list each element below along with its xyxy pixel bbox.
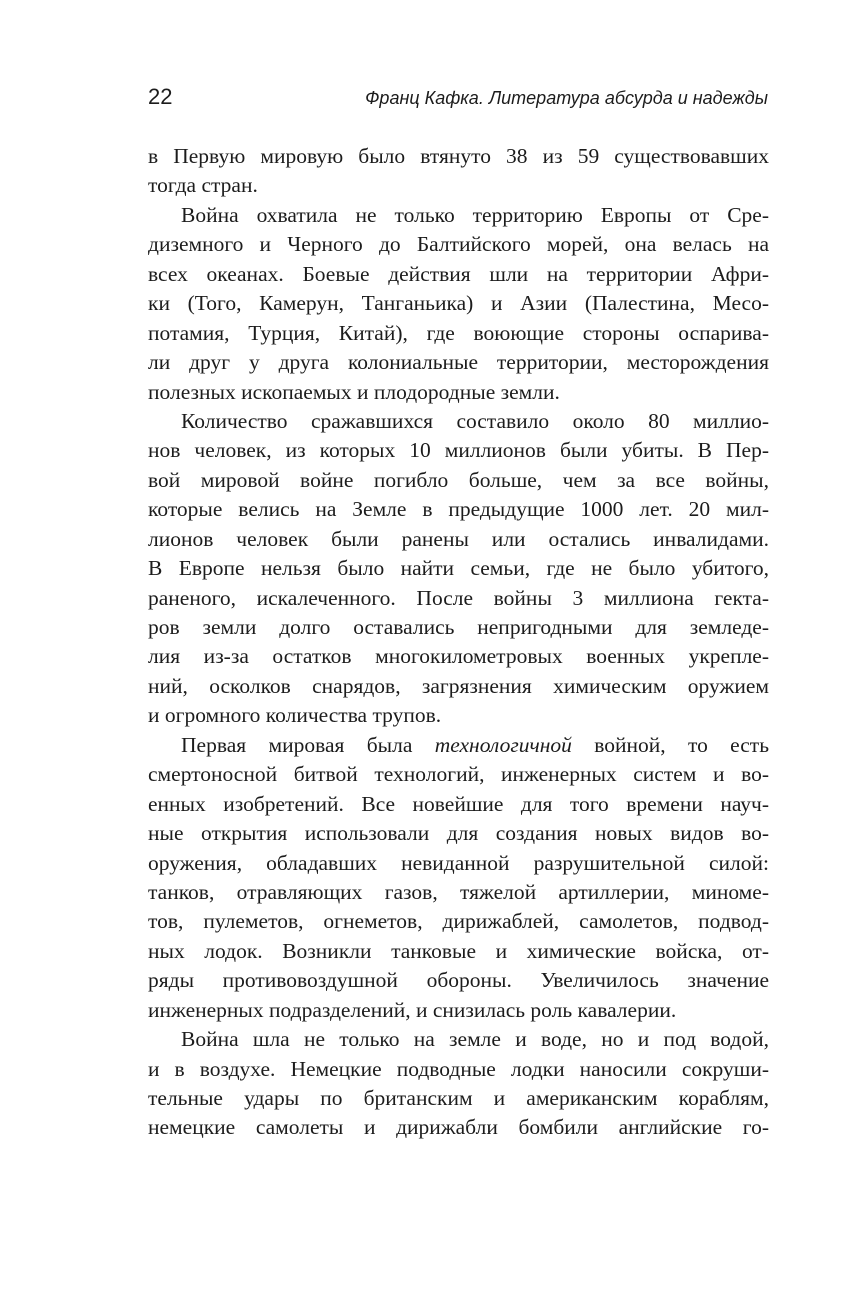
text-line: и огромного количества трупов. (148, 703, 442, 728)
text-line: В Европе нельзя было найти семьи, где не было убитого, (148, 556, 769, 581)
paragraph-first-line: Война охватила не только территорию Европы от Сре- (181, 202, 769, 227)
text-line: лионов человек были ранены или остались инвалидами. (148, 526, 769, 551)
text-line: тов, пулеметов, огнеметов, дирижаблей, самолетов, подвод- (148, 909, 769, 934)
body-text (148, 142, 769, 1143)
text-span: войной, то есть (571, 732, 769, 757)
paragraph-first-line: Война шла не только на земле и воде, но и под водой, (181, 1027, 769, 1052)
text-line: в Первую мировую было втянуто 38 из 59 существовавших (148, 144, 769, 168)
text-line: ных лодок. Возникли танковые и химические войска, от- (148, 938, 769, 963)
text-line: немецкие самолеты и дирижабли бомбили английские го- (148, 1115, 769, 1140)
text-line: танков, отравляющих газов, тяжелой артиллерии, миноме- (148, 879, 769, 904)
text-line: и в воздухе. Немецкие подводные лодки наносили сокруши- (148, 1056, 769, 1081)
running-head-title: Франц Кафка. Литература абсурда и надежды (365, 88, 768, 108)
text-line: нов человек, из которых 10 миллионов были убиты. В Пер- (148, 438, 769, 463)
text-line: тогда стран. (148, 173, 258, 198)
text-line: ки (Того, Камерун, Танганьика) и Азии (Палестина, Месо- (148, 291, 769, 316)
text-line: ний, осколков снарядов, загрязнения химическим оружием (148, 673, 769, 698)
text-line: вой мировой войне погибло больше, чем за все войны, (148, 467, 769, 492)
text-line: ряды противовоздушной обороны. Увеличилось значение (148, 968, 769, 993)
text-line: тельные удары по британским и американским кораблям, (148, 1086, 769, 1110)
paragraph-first-line: Количество сражавшихся составило около 80 миллио- (181, 408, 769, 433)
text-line: ные открытия использовали для создания новых видов во- (148, 821, 769, 846)
text-line: ров земли долго оставались непригодными для земледе- (148, 615, 769, 639)
text-line: оружения, обладавших невиданной разрушительной силой: (148, 850, 769, 875)
text-line: потамия, Турция, Китай), где воюющие стороны оспарива- (148, 320, 769, 345)
text-line: енных изобретений. Все новейшие для того времени науч- (148, 791, 769, 816)
text-line: раненого, искалеченного. После войны 3 миллиона гекта- (148, 585, 769, 610)
text-line: смертоносной битвой технологий, инженерных систем и во- (148, 762, 769, 787)
page-number: 22 (148, 84, 173, 109)
text-line: полезных ископаемых и плодородные земли. (148, 379, 560, 404)
text-line: инженерных подразделений, и снизилась роль кавалерии. (148, 997, 677, 1022)
text-line: которые велись на Земле в предыдущие 1000 лет. 20 мил- (148, 497, 769, 522)
text-line: ли друг у друга колониальные территории, месторождения (148, 350, 769, 375)
text-line: всех океанах. Боевые действия шли на территории Афри- (148, 261, 769, 286)
emphasis-text: технологичной (434, 732, 572, 757)
text-line: лия из-за остатков многокилометровых военных укрепле- (148, 644, 769, 669)
text-line: диземного и Черного до Балтийского морей, она велась на (148, 232, 769, 257)
text-span: Первая мировая была (181, 732, 435, 757)
paragraph-first-line (148, 731, 769, 760)
